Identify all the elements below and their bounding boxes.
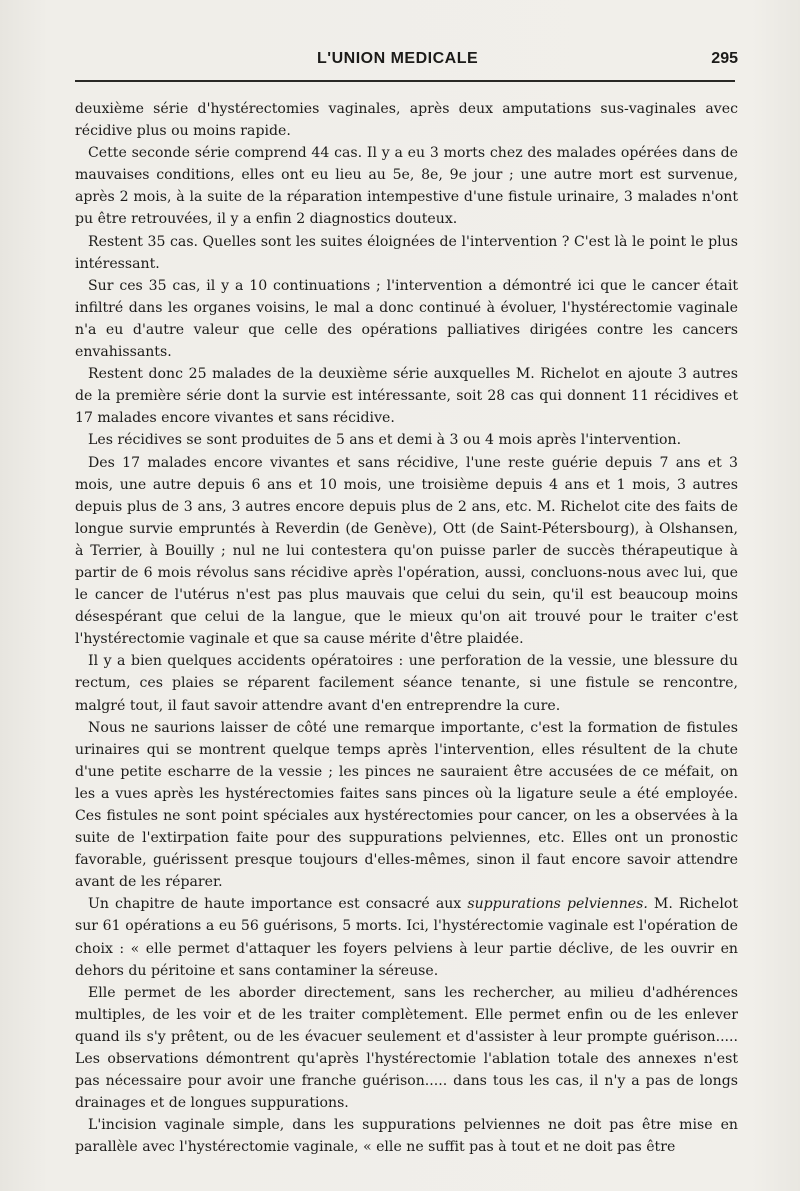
running-title: L'UNION MEDICALE	[317, 50, 479, 67]
paragraph-4: Sur ces 35 cas, il y a 10 continuations ; l'intervention a démontré ici que le cancer était infiltré dans les organes voisins, le mal a donc continué à évoluer, l'hystérectomie vaginale n'a eu d'autre valeur que celle des opérations palliatives dirigées contre les cancers envahissants.	[75, 277, 738, 361]
paragraph-10-end: M. Richelot sur 61 opérations a eu 56 guérisons, 5 morts. Ici, l'hystérectomie vaginale est l'opération de choix : « elle permet d'attaquer les foyers pelviens à leur partie déclive, de les ouvrir en dehors du péritoine et sans contaminer la séreuse.	[75, 896, 738, 979]
paragraph-11: Elle permet de les aborder directement, sans les rechercher, au milieu d'adhérences multiples, de les voir et de les traiter complètement. Elle permet enfin ou de les enlever quand ils s'y prêtent, ou de les évacuer seulement et d'assister à leur prompte guérison..... Les observations démontrent qu'après l'hystérectomie l'ablation totale des annexes n'est pas nécessaire pour avoir une franche guérison..... dans tous les cas, il n'y a pas de longs drainages et de longues suppurations.	[75, 984, 738, 1112]
paragraph-3: Restent 35 cas. Quelles sont les suites éloignées de l'intervention ? C'est là le point le plus intéressant.	[75, 233, 738, 272]
paragraph-8: Il y a bien quelques accidents opératoires : une perforation de la vessie, une blessure du rectum, ces plaies se réparent facilement séance tenante, si une fistule se rencontre, malgré tout, il faut savoir attendre avant d'en entreprendre la cure.	[75, 653, 738, 714]
paragraph-10	[75, 893, 738, 981]
paragraph-7: Des 17 malades encore vivantes et sans récidive, l'une reste guérie depuis 7 ans et 3 mois, une autre depuis 6 ans et 10 mois, une troisième depuis 4 ans et 1 mois, 3 autres depuis plus de 3 ans, 3 autres encore depuis plus de 2 ans, etc. M. Richelot cite des faits de longue survie empruntés à Reverdin (de Genève), Ott (de Saint-Pétersbourg), à Olshansen, à Terrier, à Bouilly ; nul ne lui contestera qu'on puisse parler de succès thérapeutique à partir de 6 mois révolus sans récidive après l'opération, aussi, concluons-nous avec lui, que le cancer de l'utérus n'est pas plus mauvais que celui du sein, qu'il est beaucoup moins désespérant que celui de la langue, que le mieux qu'on ait trouvé pour le traiter c'est l'hystérectomie vaginale et que sa cause mérite d'être plaidée.	[75, 454, 738, 648]
page-number: 295	[711, 50, 738, 67]
paragraph-10-start: Un chapitre de haute importance est consacré aux	[88, 896, 468, 913]
paragraph-1: deuxième série d'hystérectomies vaginales, après deux amputations sus-vaginales avec récidive plus ou moins rapide.	[75, 101, 738, 140]
header-rule	[75, 80, 735, 82]
paragraph-6: Les récidives se sont produites de 5 ans et demi à 3 ou 4 mois après l'intervention.	[88, 432, 682, 449]
body-text	[75, 98, 738, 1159]
paragraph-2: Cette seconde série comprend 44 cas. Il y a eu 3 morts chez des malades opérées dans de mauvaises conditions, elles ont eu lieu au 5e, 8e, 9e jour ; une autre mort est survenue, après 2 mois, à la suite de la réparation intempestive d'une fistule urinaire, 3 malades n'ont pu être retrouvées, il y a enfin 2 diagnostics douteux.	[75, 145, 738, 228]
page-header	[75, 50, 738, 72]
paragraph-12: L'incision vaginale simple, dans les suppurations pelviennes ne doit pas être mise en parallèle avec l'hystérectomie vaginale, « elle ne suffit pas à tout et ne doit pas être	[75, 1117, 738, 1156]
italic-term: suppurations pelviennes.	[467, 896, 648, 913]
paragraph-9: Nous ne saurions laisser de côté une remarque importante, c'est la formation de fistules urinaires qui se montrent quelque temps après l'intervention, elles résultent de la chute d'une petite escharre de la vessie ; les pinces ne sauraient être accusées de ce méfait, on les a vues après les hystérectomies faites sans pinces où la ligature seule a été employée. Ces fistules ne sont point spéciales aux hystérectomies pour cancer, on les a observées à la suite de l'extirpation faite pour des suppurations pelviennes, etc. Elles ont un pronostic favorable, guérissent presque toujours d'elles-mêmes, sinon il faut encore savoir attendre avant de les réparer.	[75, 719, 738, 891]
paragraph-5: Restent donc 25 malades de la deuxième série auxquelles M. Richelot en ajoute 3 autres de la première série dont la survie est intéressante, soit 28 cas qui donnent 11 récidives et 17 malades encore vivantes et sans récidive.	[75, 366, 738, 427]
